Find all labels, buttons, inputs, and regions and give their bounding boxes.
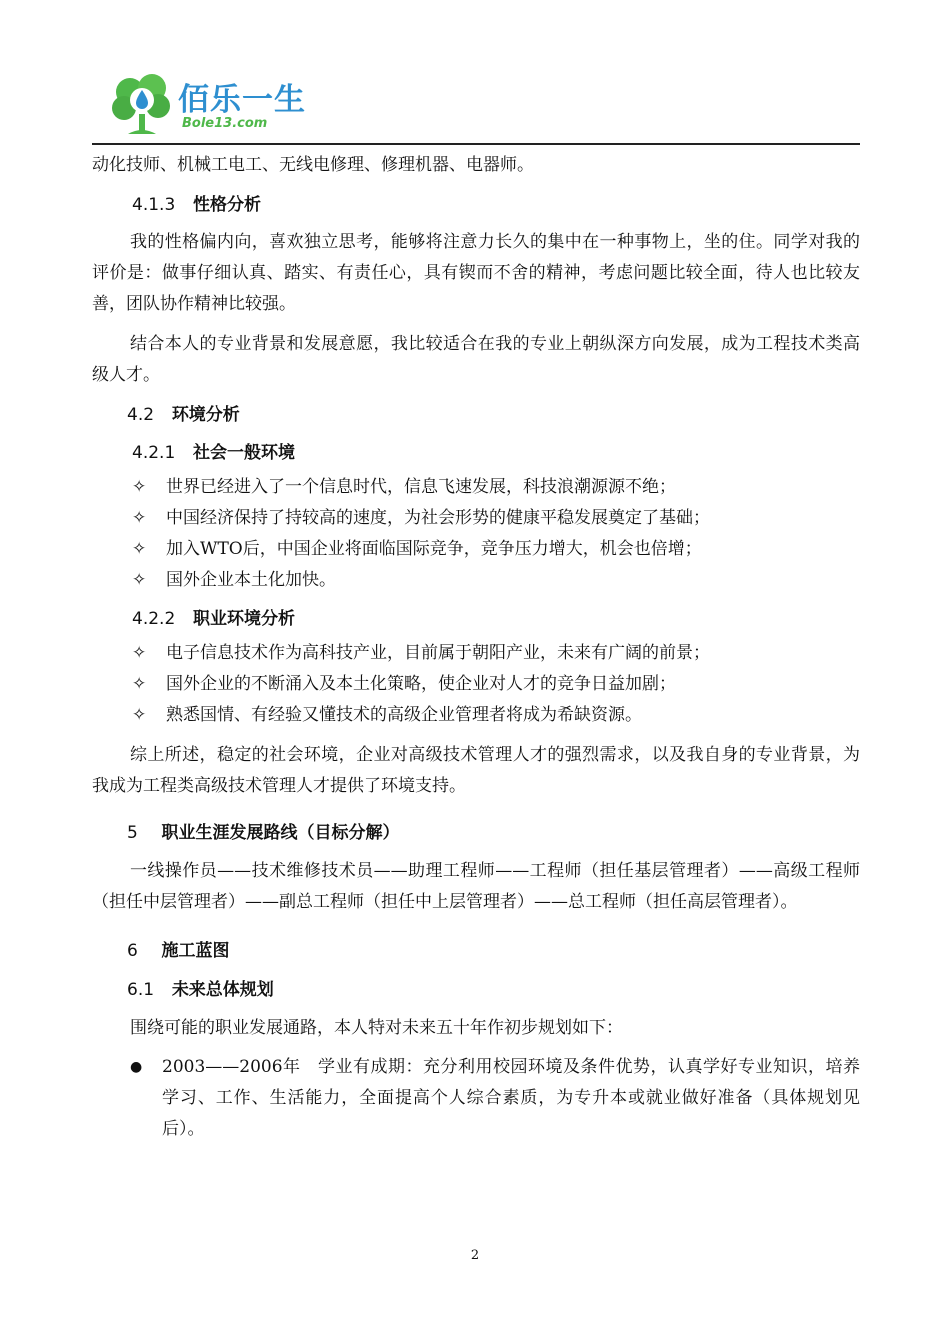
paragraph-continued: 动化技师、机械工电工、无线电修理、修理机器、电器师。 [92,155,534,175]
diamond-bullet-icon: ✧ [132,705,147,725]
heading-number: 6.1 [127,980,155,1000]
heading-4-2 [92,400,860,430]
list-item-text: 电子信息技术作为高科技产业，目前属于朝阳产业，未来有广阔的前景； [166,643,710,663]
paragraph-career-path: 一线操作员——技术维修技术员——助理工程师——工程师（担任基层管理者）——高级工程师（担任中层管理者）——副总工程师（担任中上层管理者）——总工程师（担任高层管理者）。 [92,861,860,912]
document-body [92,150,860,1145]
heading-4-2-2 [92,604,860,634]
list-item [92,503,860,534]
heading-number: 4.1.3 [132,195,176,215]
paragraph-personality: 我的性格偏内向，喜欢独立思考，能够将注意力长久的集中在一种事物上，坐的住。同学对我的评价是：做事仔细认真、踏实、有责任心，具有锲而不舍的精神，考虑问题比较全面，待人也比较友善，团队协作精神比较强。 [92,232,860,314]
plan-item-text: 2003——2006年 学业有成期：充分利用校园环境及条件优势，认真学好专业知识，培养学习、工作、生活能力，全面提高个人综合素质，为专升本或就业做好准备（具体规划见后）。 [162,1057,860,1139]
heading-number: 5 [127,823,138,843]
diamond-bullet-icon: ✧ [132,539,147,559]
tree-logo-icon [108,70,178,138]
heading-6-1 [92,975,860,1005]
career-environment-list [92,638,860,731]
diamond-bullet-icon: ✧ [132,643,147,663]
heading-number: 6 [127,941,138,961]
heading-title: 职业环境分析 [193,609,296,629]
heading-title: 未来总体规划 [171,980,274,1000]
list-item [92,700,860,731]
heading-title: 社会一般环境 [193,443,296,463]
paragraph-summary: 综上所述，稳定的社会环境，企业对高级技术管理人才的强烈需求，以及我自身的专业背景，为我成为工程类高级技术管理人才提供了环境支持。 [92,745,860,796]
page-number: 2 [470,1248,480,1263]
list-item [92,534,860,565]
header-divider [92,143,860,145]
list-item-text: 熟悉国情、有经验又懂技术的高级企业管理者将成为希缺资源。 [166,705,642,725]
list-item [92,638,860,669]
social-environment-list [92,472,860,596]
heading-4-2-1 [92,438,860,468]
diamond-bullet-icon: ✧ [132,508,147,528]
list-item-text: 加入WTO后，中国企业将面临国际竞争，竞争压力增大，机会也倍增； [166,539,702,559]
paragraph-plan-intro: 围绕可能的职业发展通路，本人特对未来五十年作初步规划如下： [130,1018,623,1038]
heading-title: 职业生涯发展路线（目标分解） [161,823,400,843]
paragraph-combined: 结合本人的专业背景和发展意愿，我比较适合在我的专业上朝纵深方向发展，成为工程技术类高级人才。 [92,334,860,385]
heading-5 [92,818,860,848]
heading-4-1-3 [92,190,860,220]
list-item-text: 国外企业的不断涌入及本土化策略，使企业对人才的竞争日益加剧； [166,674,676,694]
list-item-text: 国外企业本土化加快。 [166,570,336,590]
heading-title: 施工蓝图 [161,941,230,961]
heading-title: 环境分析 [171,405,240,425]
heading-title: 性格分析 [193,195,262,215]
diamond-bullet-icon: ✧ [132,674,147,694]
heading-number: 4.2.1 [132,443,176,463]
heading-number: 4.2.2 [132,609,176,629]
bullet-dot-icon: ● [130,1059,143,1075]
brand-logo [108,70,318,138]
list-item [92,565,860,596]
list-item-text: 中国经济保持了持较高的速度，为社会形势的健康平稳发展奠定了基础； [166,508,710,528]
heading-6 [92,936,860,966]
logo-title: 佰乐一生 [178,82,306,118]
diamond-bullet-icon: ✧ [132,477,147,497]
list-item [92,669,860,700]
heading-number: 4.2 [127,405,155,425]
diamond-bullet-icon: ✧ [132,570,147,590]
logo-domain: Bole13.com [182,116,268,131]
list-item [92,472,860,503]
plan-list-item [92,1052,860,1145]
list-item-text: 世界已经进入了一个信息时代，信息飞速发展，科技浪潮源源不绝； [166,477,676,497]
